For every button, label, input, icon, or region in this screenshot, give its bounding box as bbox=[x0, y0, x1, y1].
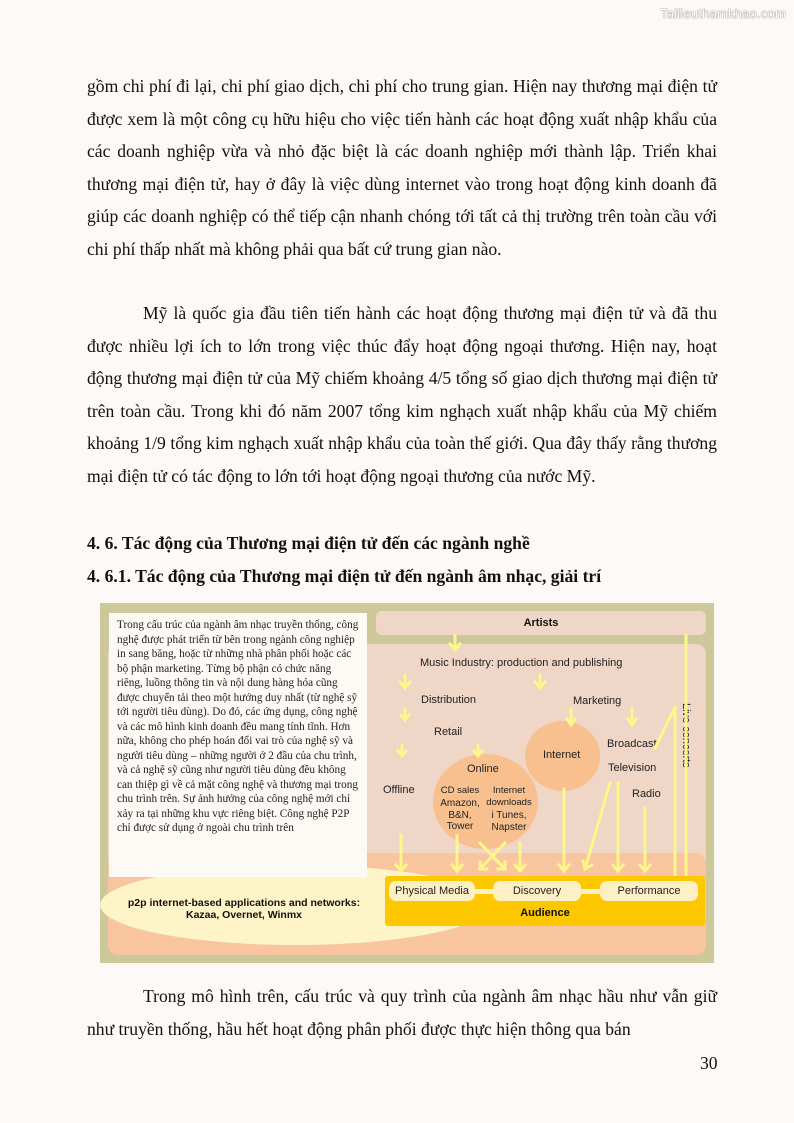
watermark: Tailieuthamkhao.com bbox=[660, 6, 786, 21]
connector bbox=[580, 889, 602, 894]
connector bbox=[473, 889, 495, 894]
discovery-box: Discovery bbox=[493, 881, 581, 901]
music-industry-label: Music Industry: production and publishing bbox=[420, 657, 623, 669]
cd-sales-examples: Amazon, B&N, Tower bbox=[440, 798, 480, 832]
distribution-label: Distribution bbox=[421, 694, 477, 706]
music-industry-diagram bbox=[100, 603, 714, 963]
section-heading: 4. 6. Tác động của Thương mại điện tử đến các ngành nghề bbox=[87, 533, 530, 553]
performance-box: Performance bbox=[600, 881, 698, 901]
marketing-label: Marketing bbox=[573, 695, 622, 707]
subsection-heading: 4. 6.1. Tác động của Thương mại điện tử đến ngành âm nhạc, giải trí bbox=[87, 566, 602, 586]
paragraph-2: Mỹ là quốc gia đầu tiên tiến hành các hoạt động thương mại điện tử và đã thu được nhiều lợi ích to lớn trong việc thúc đẩy hoạt động ngoại thương. Hiện nay, hoạt động thương mại điện tử của Mỹ chiếm khoảng 4/5 tổng số giao dịch thương mại điện tử trên toàn cầu. Trong khi đó năm 2007 tổng kim nghạch xuất nhập khẩu của Mỹ chiếm khoảng 1/9 tổng kim nghạch xuất nhập khẩu của toàn thế giới. Qua đây thấy rằng thương mại điện tử có tác động to lớn tới hoạt động ngoại thương của nước Mỹ. bbox=[87, 303, 717, 486]
retail-label: Retail bbox=[434, 726, 463, 738]
paragraph-3: Trong mô hình trên, cấu trúc và quy trình của ngành âm nhạc hầu như vẫn giữ như truyền thống, hầu hết hoạt động phân phối được thực hiện thông qua bán bbox=[87, 986, 717, 1039]
internet-label: Internet bbox=[543, 749, 581, 761]
online-label: Online bbox=[467, 763, 499, 775]
artists-box: Artists bbox=[376, 611, 706, 635]
p2p-examples: Kazaa, Overnet, Winmx bbox=[185, 909, 303, 921]
p2p-title: p2p internet-based applications and networks: bbox=[127, 897, 361, 909]
audience-box bbox=[385, 876, 705, 926]
physical-media-box: Physical Media bbox=[389, 881, 475, 901]
offline-label: Offline bbox=[383, 784, 415, 796]
radio-label: Radio bbox=[632, 788, 661, 800]
page-number: 30 bbox=[700, 1053, 718, 1073]
internet-downloads-label: Internet downloads bbox=[486, 785, 532, 808]
p2p-label bbox=[110, 897, 378, 921]
cd-sales-label: CD sales bbox=[440, 785, 480, 796]
paragraph-1: gồm chi phí đi lại, chi phí giao dịch, chi phí cho trung gian. Hiện nay thương mại điện tử được xem là một công cụ hữu hiệu cho việc tiến hành các hoạt động xuất nhập khẩu của các doanh nghiệp vừa và nhỏ đặc biệt là các doanh nghiệp mới thành lập. Triển khai thương mại điện tử, hay ở đây là việc dùng internet vào trong hoạt động kinh doanh đã giúp các doanh nghiệp có thể tiếp cận nhanh chóng tới tất cả thị trường trên toàn cầu với chi phí thấp nhất mà không phải qua bất cứ trung gian nào. bbox=[87, 76, 717, 259]
live-concerts-label: Live concerts bbox=[680, 703, 692, 768]
audience-label: Audience bbox=[520, 907, 570, 919]
broadcast-label: Broadcast bbox=[607, 738, 657, 750]
diagram-caption-box: Trong cấu trúc của ngành âm nhạc truyền thống, công nghệ được phát triển từ bên trong ngành công nghiệp in sang băng, hoặc từ những nhà phân phối hoặc các bộ phận marketing. Từng bộ phận có chức năng riêng, luồng thông tin và nội dung hàng hóa cũng được chuyển tải theo một hướng duy nhất (từ nghệ sỹ tới người tiêu dùng). Do đó, các ứng dụng, công nghệ và các mô hình kinh doanh đều mang tính tĩnh. Hơn nữa, không cho phép hoán đổi vai trò của nghệ sỹ và người tiêu dùng – những người ở 2 đầu của chu trình, và cả nghệ sỹ cũng như người tiêu dùng đều không can thiệp gì về cả mặt công nghệ và thương mại trong chu trình trên. Sự ảnh hưởng của công nghệ mới chỉ xảy ra tại những khu vực riêng biệt. Công nghệ P2P chỉ được sử dụng ở ngoài chu trình trên bbox=[109, 613, 367, 877]
internet-downloads-examples: i Tunes, Napster bbox=[491, 810, 527, 833]
television-label: Television bbox=[608, 762, 657, 774]
